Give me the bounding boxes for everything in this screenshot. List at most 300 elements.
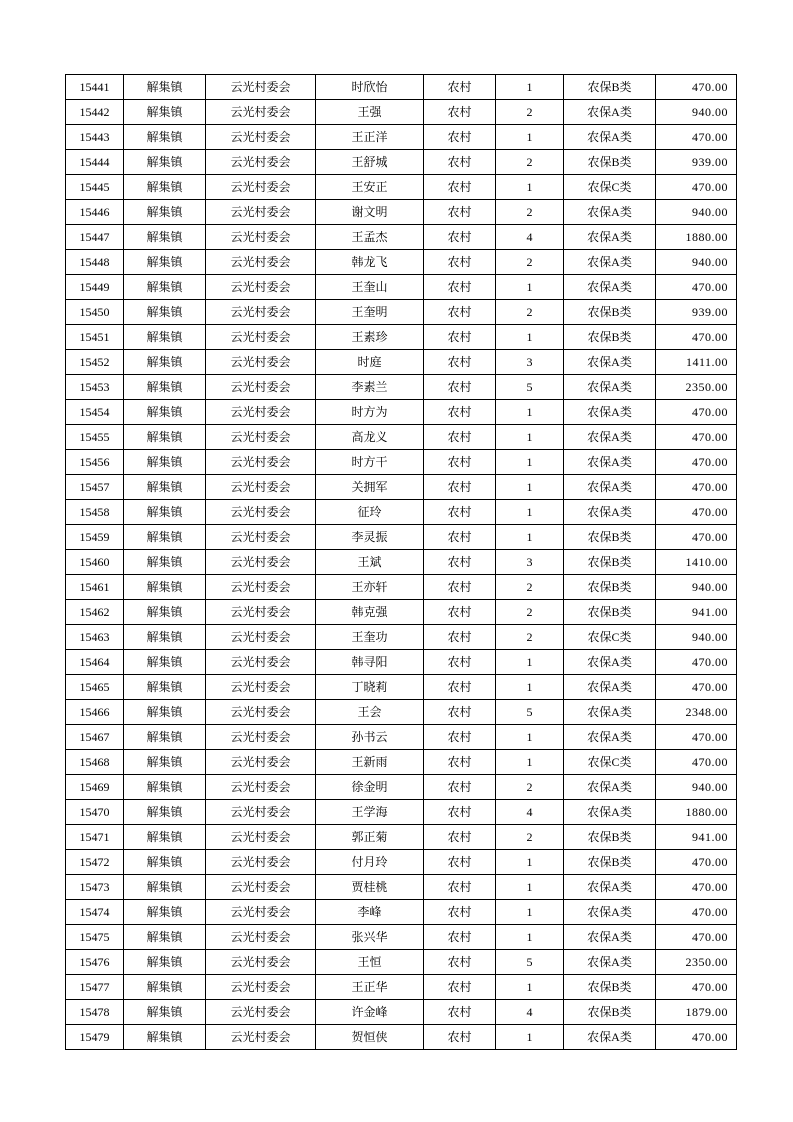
- cell-locale: 农村: [424, 800, 496, 825]
- table-row: [66, 925, 737, 950]
- cell-locale: 农村: [424, 725, 496, 750]
- cell-category: 农保A类: [564, 675, 656, 700]
- cell-locale: 农村: [424, 400, 496, 425]
- table-row: [66, 600, 737, 625]
- cell-amount: 470.00: [656, 275, 737, 300]
- table-row: [66, 500, 737, 525]
- cell-id: 15468: [66, 750, 124, 775]
- cell-category: 农保A类: [564, 775, 656, 800]
- cell-town: 解集镇: [124, 300, 206, 325]
- cell-amount: 470.00: [656, 425, 737, 450]
- cell-name: 王斌: [316, 550, 424, 575]
- cell-locale: 农村: [424, 575, 496, 600]
- cell-count: 4: [496, 1000, 564, 1025]
- cell-category: 农保A类: [564, 950, 656, 975]
- cell-id: 15459: [66, 525, 124, 550]
- cell-category: 农保B类: [564, 300, 656, 325]
- cell-count: 1: [496, 675, 564, 700]
- cell-name: 王恒: [316, 950, 424, 975]
- cell-id: 15467: [66, 725, 124, 750]
- cell-town: 解集镇: [124, 200, 206, 225]
- cell-id: 15446: [66, 200, 124, 225]
- table-row: [66, 450, 737, 475]
- cell-category: 农保B类: [564, 975, 656, 1000]
- table-row: [66, 225, 737, 250]
- cell-locale: 农村: [424, 500, 496, 525]
- cell-village: 云光村委会: [206, 500, 316, 525]
- cell-category: 农保A类: [564, 375, 656, 400]
- cell-village: 云光村委会: [206, 850, 316, 875]
- cell-amount: 2348.00: [656, 700, 737, 725]
- cell-amount: 940.00: [656, 200, 737, 225]
- cell-amount: 470.00: [656, 125, 737, 150]
- cell-amount: 939.00: [656, 300, 737, 325]
- table-row: [66, 150, 737, 175]
- cell-count: 1: [496, 750, 564, 775]
- cell-village: 云光村委会: [206, 950, 316, 975]
- cell-village: 云光村委会: [206, 275, 316, 300]
- cell-name: 时方干: [316, 450, 424, 475]
- table-row: [66, 525, 737, 550]
- cell-amount: 470.00: [656, 675, 737, 700]
- cell-count: 1: [496, 975, 564, 1000]
- cell-category: 农保B类: [564, 825, 656, 850]
- cell-town: 解集镇: [124, 950, 206, 975]
- cell-name: 王舒城: [316, 150, 424, 175]
- cell-id: 15441: [66, 75, 124, 100]
- cell-count: 2: [496, 250, 564, 275]
- cell-count: 1: [496, 475, 564, 500]
- cell-locale: 农村: [424, 950, 496, 975]
- cell-category: 农保B类: [564, 525, 656, 550]
- cell-village: 云光村委会: [206, 575, 316, 600]
- cell-town: 解集镇: [124, 800, 206, 825]
- cell-town: 解集镇: [124, 575, 206, 600]
- cell-amount: 1410.00: [656, 550, 737, 575]
- cell-category: 农保A类: [564, 1025, 656, 1050]
- cell-locale: 农村: [424, 700, 496, 725]
- cell-amount: 470.00: [656, 900, 737, 925]
- table-row: [66, 775, 737, 800]
- cell-amount: 470.00: [656, 175, 737, 200]
- cell-id: 15456: [66, 450, 124, 475]
- cell-count: 1: [496, 425, 564, 450]
- cell-name: 王正洋: [316, 125, 424, 150]
- cell-count: 2: [496, 300, 564, 325]
- table-row: [66, 200, 737, 225]
- cell-name: 征玲: [316, 500, 424, 525]
- cell-village: 云光村委会: [206, 75, 316, 100]
- table-row: [66, 475, 737, 500]
- cell-category: 农保A类: [564, 125, 656, 150]
- cell-town: 解集镇: [124, 775, 206, 800]
- cell-name: 王安正: [316, 175, 424, 200]
- cell-name: 贺恒侠: [316, 1025, 424, 1050]
- cell-name: 王奎山: [316, 275, 424, 300]
- cell-town: 解集镇: [124, 100, 206, 125]
- cell-village: 云光村委会: [206, 775, 316, 800]
- cell-name: 时庭: [316, 350, 424, 375]
- cell-name: 谢文明: [316, 200, 424, 225]
- cell-name: 时方为: [316, 400, 424, 425]
- cell-village: 云光村委会: [206, 875, 316, 900]
- table-row: [66, 800, 737, 825]
- cell-category: 农保B类: [564, 550, 656, 575]
- table-row: [66, 650, 737, 675]
- cell-name: 王素珍: [316, 325, 424, 350]
- cell-category: 农保A类: [564, 500, 656, 525]
- table-row: [66, 875, 737, 900]
- cell-village: 云光村委会: [206, 175, 316, 200]
- cell-amount: 470.00: [656, 525, 737, 550]
- cell-count: 2: [496, 200, 564, 225]
- cell-town: 解集镇: [124, 850, 206, 875]
- table-row: [66, 75, 737, 100]
- cell-id: 15471: [66, 825, 124, 850]
- cell-village: 云光村委会: [206, 800, 316, 825]
- cell-locale: 农村: [424, 1000, 496, 1025]
- cell-amount: 940.00: [656, 575, 737, 600]
- cell-id: 15472: [66, 850, 124, 875]
- table-row: [66, 300, 737, 325]
- cell-category: 农保A类: [564, 900, 656, 925]
- table-body: [66, 75, 737, 1050]
- table-row: [66, 275, 737, 300]
- cell-town: 解集镇: [124, 225, 206, 250]
- cell-id: 15443: [66, 125, 124, 150]
- cell-town: 解集镇: [124, 675, 206, 700]
- cell-id: 15479: [66, 1025, 124, 1050]
- cell-count: 1: [496, 500, 564, 525]
- cell-name: 丁晓莉: [316, 675, 424, 700]
- cell-name: 王会: [316, 700, 424, 725]
- cell-name: 徐金明: [316, 775, 424, 800]
- cell-name: 韩龙飞: [316, 250, 424, 275]
- cell-category: 农保A类: [564, 650, 656, 675]
- cell-locale: 农村: [424, 350, 496, 375]
- cell-village: 云光村委会: [206, 300, 316, 325]
- table-row: [66, 750, 737, 775]
- cell-category: 农保A类: [564, 250, 656, 275]
- cell-locale: 农村: [424, 375, 496, 400]
- cell-category: 农保A类: [564, 200, 656, 225]
- cell-locale: 农村: [424, 100, 496, 125]
- cell-locale: 农村: [424, 750, 496, 775]
- cell-amount: 941.00: [656, 825, 737, 850]
- cell-id: 15465: [66, 675, 124, 700]
- cell-town: 解集镇: [124, 475, 206, 500]
- cell-id: 15473: [66, 875, 124, 900]
- cell-id: 15464: [66, 650, 124, 675]
- cell-amount: 940.00: [656, 100, 737, 125]
- cell-amount: 1880.00: [656, 800, 737, 825]
- cell-name: 李峰: [316, 900, 424, 925]
- cell-village: 云光村委会: [206, 700, 316, 725]
- cell-village: 云光村委会: [206, 250, 316, 275]
- table-row: [66, 175, 737, 200]
- cell-name: 张兴华: [316, 925, 424, 950]
- cell-locale: 农村: [424, 150, 496, 175]
- cell-id: 15454: [66, 400, 124, 425]
- cell-amount: 470.00: [656, 325, 737, 350]
- cell-id: 15452: [66, 350, 124, 375]
- cell-town: 解集镇: [124, 450, 206, 475]
- cell-count: 3: [496, 550, 564, 575]
- cell-name: 许金峰: [316, 1000, 424, 1025]
- cell-count: 2: [496, 600, 564, 625]
- cell-category: 农保C类: [564, 750, 656, 775]
- cell-locale: 农村: [424, 975, 496, 1000]
- cell-town: 解集镇: [124, 825, 206, 850]
- cell-locale: 农村: [424, 650, 496, 675]
- cell-town: 解集镇: [124, 725, 206, 750]
- cell-id: 15457: [66, 475, 124, 500]
- cell-amount: 470.00: [656, 975, 737, 1000]
- cell-town: 解集镇: [124, 650, 206, 675]
- cell-id: 15474: [66, 900, 124, 925]
- cell-category: 农保A类: [564, 100, 656, 125]
- table-row: [66, 125, 737, 150]
- table-row: [66, 725, 737, 750]
- cell-id: 15469: [66, 775, 124, 800]
- cell-count: 1: [496, 325, 564, 350]
- table-row: [66, 375, 737, 400]
- table-row: [66, 400, 737, 425]
- table-row: [66, 675, 737, 700]
- cell-id: 15455: [66, 425, 124, 450]
- cell-name: 郭正菊: [316, 825, 424, 850]
- cell-amount: 470.00: [656, 500, 737, 525]
- cell-amount: 1879.00: [656, 1000, 737, 1025]
- cell-locale: 农村: [424, 925, 496, 950]
- cell-village: 云光村委会: [206, 125, 316, 150]
- table-row: [66, 950, 737, 975]
- cell-count: 5: [496, 375, 564, 400]
- cell-category: 农保B类: [564, 75, 656, 100]
- cell-town: 解集镇: [124, 500, 206, 525]
- cell-count: 1: [496, 725, 564, 750]
- cell-count: 1: [496, 1025, 564, 1050]
- cell-category: 农保A类: [564, 275, 656, 300]
- cell-category: 农保A类: [564, 875, 656, 900]
- cell-locale: 农村: [424, 1025, 496, 1050]
- cell-category: 农保A类: [564, 225, 656, 250]
- table-row: [66, 625, 737, 650]
- cell-amount: 470.00: [656, 750, 737, 775]
- cell-name: 韩寻阳: [316, 650, 424, 675]
- cell-category: 农保B类: [564, 1000, 656, 1025]
- table-row: [66, 100, 737, 125]
- cell-count: 1: [496, 400, 564, 425]
- cell-town: 解集镇: [124, 700, 206, 725]
- cell-name: 王正华: [316, 975, 424, 1000]
- cell-name: 王新雨: [316, 750, 424, 775]
- cell-amount: 470.00: [656, 475, 737, 500]
- cell-count: 3: [496, 350, 564, 375]
- cell-id: 15460: [66, 550, 124, 575]
- cell-amount: 1880.00: [656, 225, 737, 250]
- cell-village: 云光村委会: [206, 675, 316, 700]
- cell-village: 云光村委会: [206, 900, 316, 925]
- cell-village: 云光村委会: [206, 100, 316, 125]
- cell-locale: 农村: [424, 200, 496, 225]
- cell-town: 解集镇: [124, 1025, 206, 1050]
- cell-category: 农保A类: [564, 725, 656, 750]
- cell-town: 解集镇: [124, 600, 206, 625]
- cell-town: 解集镇: [124, 275, 206, 300]
- cell-id: 15461: [66, 575, 124, 600]
- cell-town: 解集镇: [124, 425, 206, 450]
- table-row: [66, 350, 737, 375]
- cell-locale: 农村: [424, 425, 496, 450]
- cell-category: 农保A类: [564, 450, 656, 475]
- cell-town: 解集镇: [124, 400, 206, 425]
- cell-locale: 农村: [424, 850, 496, 875]
- cell-town: 解集镇: [124, 900, 206, 925]
- cell-count: 2: [496, 825, 564, 850]
- table-row: [66, 900, 737, 925]
- cell-count: 2: [496, 575, 564, 600]
- table-row: [66, 550, 737, 575]
- table-row: [66, 575, 737, 600]
- cell-locale: 农村: [424, 675, 496, 700]
- table-row: [66, 425, 737, 450]
- cell-town: 解集镇: [124, 875, 206, 900]
- cell-town: 解集镇: [124, 1000, 206, 1025]
- cell-village: 云光村委会: [206, 975, 316, 1000]
- cell-amount: 470.00: [656, 400, 737, 425]
- cell-locale: 农村: [424, 875, 496, 900]
- cell-id: 15477: [66, 975, 124, 1000]
- cell-name: 王奎功: [316, 625, 424, 650]
- cell-amount: 940.00: [656, 625, 737, 650]
- cell-count: 2: [496, 775, 564, 800]
- cell-village: 云光村委会: [206, 1025, 316, 1050]
- cell-town: 解集镇: [124, 625, 206, 650]
- cell-village: 云光村委会: [206, 150, 316, 175]
- cell-id: 15458: [66, 500, 124, 525]
- cell-id: 15462: [66, 600, 124, 625]
- cell-count: 1: [496, 850, 564, 875]
- cell-village: 云光村委会: [206, 200, 316, 225]
- cell-town: 解集镇: [124, 375, 206, 400]
- cell-count: 1: [496, 450, 564, 475]
- cell-amount: 941.00: [656, 600, 737, 625]
- cell-name: 孙书云: [316, 725, 424, 750]
- cell-amount: 470.00: [656, 850, 737, 875]
- cell-locale: 农村: [424, 275, 496, 300]
- table-row: [66, 250, 737, 275]
- cell-name: 李素兰: [316, 375, 424, 400]
- cell-count: 1: [496, 900, 564, 925]
- cell-category: 农保B类: [564, 150, 656, 175]
- cell-id: 15463: [66, 625, 124, 650]
- cell-name: 王孟杰: [316, 225, 424, 250]
- cell-locale: 农村: [424, 450, 496, 475]
- cell-id: 15475: [66, 925, 124, 950]
- cell-id: 15451: [66, 325, 124, 350]
- cell-locale: 农村: [424, 225, 496, 250]
- cell-town: 解集镇: [124, 325, 206, 350]
- cell-town: 解集镇: [124, 550, 206, 575]
- cell-locale: 农村: [424, 775, 496, 800]
- cell-id: 15447: [66, 225, 124, 250]
- table-row: [66, 325, 737, 350]
- cell-locale: 农村: [424, 475, 496, 500]
- cell-locale: 农村: [424, 300, 496, 325]
- cell-id: 15444: [66, 150, 124, 175]
- cell-count: 2: [496, 100, 564, 125]
- cell-name: 贾桂桃: [316, 875, 424, 900]
- table-row: [66, 700, 737, 725]
- cell-locale: 农村: [424, 625, 496, 650]
- cell-category: 农保B类: [564, 600, 656, 625]
- cell-town: 解集镇: [124, 750, 206, 775]
- table-row: [66, 975, 737, 1000]
- cell-village: 云光村委会: [206, 475, 316, 500]
- cell-category: 农保A类: [564, 400, 656, 425]
- cell-amount: 2350.00: [656, 375, 737, 400]
- cell-village: 云光村委会: [206, 350, 316, 375]
- cell-locale: 农村: [424, 325, 496, 350]
- cell-category: 农保C类: [564, 175, 656, 200]
- cell-village: 云光村委会: [206, 450, 316, 475]
- cell-name: 王奎明: [316, 300, 424, 325]
- cell-amount: 940.00: [656, 250, 737, 275]
- table-row: [66, 1025, 737, 1050]
- cell-category: 农保A类: [564, 800, 656, 825]
- cell-count: 5: [496, 700, 564, 725]
- cell-village: 云光村委会: [206, 750, 316, 775]
- cell-id: 15470: [66, 800, 124, 825]
- cell-id: 15445: [66, 175, 124, 200]
- cell-name: 付月玲: [316, 850, 424, 875]
- cell-count: 1: [496, 525, 564, 550]
- cell-village: 云光村委会: [206, 225, 316, 250]
- cell-id: 15466: [66, 700, 124, 725]
- cell-count: 1: [496, 875, 564, 900]
- cell-count: 2: [496, 150, 564, 175]
- cell-amount: 939.00: [656, 150, 737, 175]
- cell-count: 5: [496, 950, 564, 975]
- cell-count: 4: [496, 800, 564, 825]
- cell-name: 王亦轩: [316, 575, 424, 600]
- table-row: [66, 850, 737, 875]
- cell-id: 15478: [66, 1000, 124, 1025]
- cell-category: 农保A类: [564, 925, 656, 950]
- cell-id: 15448: [66, 250, 124, 275]
- cell-village: 云光村委会: [206, 525, 316, 550]
- cell-locale: 农村: [424, 825, 496, 850]
- cell-village: 云光村委会: [206, 550, 316, 575]
- cell-category: 农保A类: [564, 425, 656, 450]
- cell-locale: 农村: [424, 600, 496, 625]
- cell-town: 解集镇: [124, 150, 206, 175]
- table-row: [66, 825, 737, 850]
- cell-village: 云光村委会: [206, 400, 316, 425]
- cell-amount: 470.00: [656, 650, 737, 675]
- cell-town: 解集镇: [124, 125, 206, 150]
- cell-village: 云光村委会: [206, 325, 316, 350]
- cell-locale: 农村: [424, 75, 496, 100]
- cell-count: 1: [496, 125, 564, 150]
- cell-id: 15442: [66, 100, 124, 125]
- cell-town: 解集镇: [124, 925, 206, 950]
- cell-village: 云光村委会: [206, 425, 316, 450]
- cell-locale: 农村: [424, 175, 496, 200]
- cell-locale: 农村: [424, 250, 496, 275]
- cell-id: 15476: [66, 950, 124, 975]
